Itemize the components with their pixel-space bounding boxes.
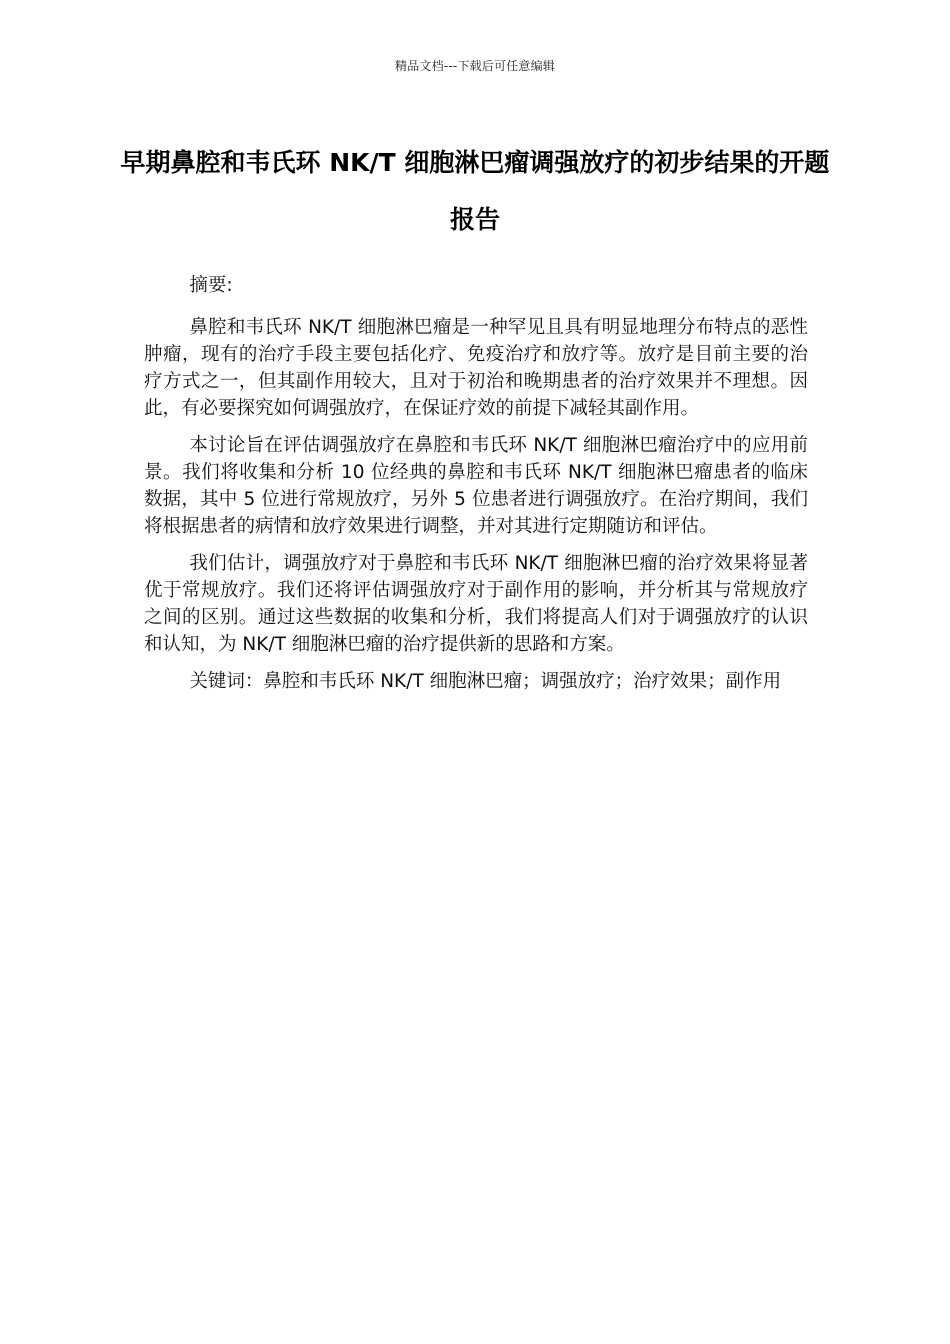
abstract-paragraph-3: 我们估计，调强放疗对于鼻腔和韦氏环 NK/T 细胞淋巴瘤的治疗效果将显著优于常规放疗。我们还将评估调强放疗对于副作用的影响，并分析其与常规放疗之间的区别。通过这些数据的收集和分析，我们将提高人们对于调强放疗的认识和认知，为 NK/T 细胞淋巴瘤的治疗提供新的思路和方案。 — [144, 553, 808, 655]
abstract-paragraph-1: 鼻腔和韦氏环 NK/T 细胞淋巴瘤是一种罕见且具有明显地理分布特点的恶性肿瘤，现有的治疗手段主要包括化疗、免疫治疗和放疗等。放疗是目前主要的治疗方式之一，但其副作用较大，且对于初治和晚期患者的治疗效果并不理想。因此，有必要探究如何调强放疗，在保证疗效的前提下减轻其副作用。 — [144, 317, 808, 419]
keywords-paragraph: 关键词：鼻腔和韦氏环 NK/T 细胞淋巴瘤；调强放疗；治疗效果；副作用 — [189, 671, 782, 692]
document-body — [144, 272, 808, 705]
document-title: 早期鼻腔和韦氏环 NK/T 细胞淋巴瘤调强放疗的初步结果的开题报告 — [120, 148, 830, 234]
abstract-paragraph-2: 本讨论旨在评估调强放疗在鼻腔和韦氏环 NK/T 细胞淋巴瘤治疗中的应用前景。我们将收集和分析 10 位经典的鼻腔和韦氏环 NK/T 细胞淋巴瘤患者的临床数据，其中 5 位进行常规放疗，另外 5 位患者进行调强放疗。在治疗期间，我们将根据患者的病情和放疗效果进行调整，并对其进行定期随访和评估。 — [144, 435, 808, 537]
header-note: 精品文档---下载后可任意编辑 — [395, 59, 555, 73]
abstract-label: 摘要: — [189, 275, 233, 296]
